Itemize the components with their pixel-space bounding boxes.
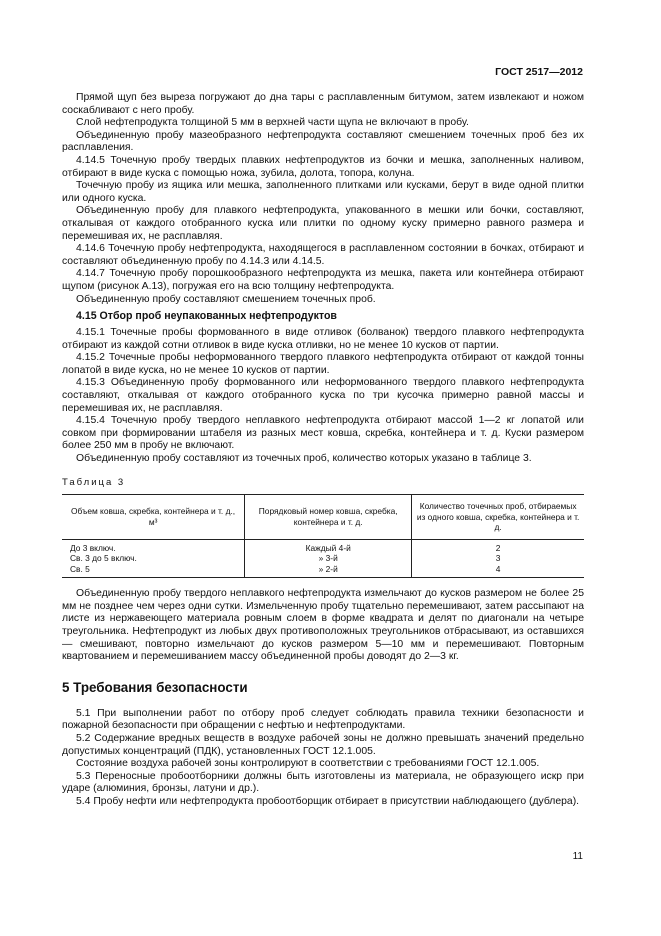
paragraph: 4.14.6 Точечную пробу нефтепродукта, находящегося в расплавленном состоянии в бочках, отбирают и составляют объединенную пробу по 4.14.3 или 4.14.5. <box>62 243 584 267</box>
table-cell: 3 <box>412 553 584 564</box>
table-header-cell: Количество точечных проб, отбираемых из одного ковша, скребка, контейнера и т. д. <box>412 495 584 540</box>
page-number: 11 <box>572 851 583 862</box>
table-cell: 2 <box>412 539 584 553</box>
paragraph: Объединенную пробу составляют из точечных проб, количество которых указано в таблице 3. <box>76 453 532 465</box>
paragraph: 4.14.5 Точечную пробу твердых плавких нефтепродуктов из бочки и мешка, заполненных наливом, отбирают в виде куска с помощью ножа, зубила, долота, топора, колуна. <box>62 154 584 179</box>
document-body <box>62 92 584 809</box>
section-heading-5: 5 Требования безопасности <box>62 679 248 695</box>
table-cell: Св. 3 до 5 включ. <box>70 553 137 564</box>
paragraph: 4.15.1 Точечные пробы формованного в виде отливок (болванок) твердого плавкого нефтепродукта отбирают из каждой сотни отливок в виде куска отливки, но не менее 10 кусков от партии. <box>62 327 584 351</box>
paragraph: 5.3 Переносные пробоотборники должны быть изготовлены из материала, не образующего искр при ударе (алюминия, бронзы, латуни и др.). <box>62 770 584 795</box>
table-cell: Каждый 4-й <box>245 539 412 553</box>
paragraph: 5.2 Содержание вредных веществ в воздухе рабочей зоны не должно превышать значений предельно допустимых концентраций (ПДК), установленных ГОСТ 12.1.005. <box>62 732 584 757</box>
paragraph: Объединенную пробу твердого неплавкого нефтепродукта измельчают до кусков размером не более 25 мм не позднее чем через одни сутки. Измельченную пробу тщательно перемешивают, затем рассыпают на листе из нержавеющего материала ровным слоем в форме квадрата и делят по диагонали на четыре треугольника. Нефтепродукт из любых двух противоположных треугольников отбрасывают, из оставшихся — смешивают, повторно измельчают до кусков размером 5—10 мм и перемешивают. Повторным квартованием и перемешиванием массу объединенной пробы доводят до 2—3 кг. <box>62 588 584 663</box>
subsection-heading-4-15: 4.15 Отбор проб неупакованных нефтепродуктов <box>76 310 337 323</box>
paragraph: Точечную пробу из ящика или мешка, заполненного плитками или кусками, берут в виде одной плитки или одного куска. <box>62 180 584 204</box>
table-header-row <box>62 495 584 540</box>
table-caption: Таблица 3 <box>62 476 126 488</box>
paragraph: 4.15.2 Точечные пробы неформованного твердого плавкого нефтепродукта отбирают от каждой тонны лопатой в виде куска, но не менее 10 кусков от партии. <box>62 352 584 376</box>
paragraph: Слой нефтепродукта толщиной 5 мм в верхней части щупа не включают в пробу. <box>76 117 469 129</box>
paragraph: Объединенную пробу для плавкого нефтепродукта, упакованного в мешки или бочки, составляют, откалывая от каждого отобранного куска или плитки по одному куску примерно равного размера и перемешивая их, не расплавляя. <box>62 205 584 242</box>
table-row <box>62 539 584 553</box>
table-row <box>62 564 584 578</box>
paragraph: Состояние воздуха рабочей зоны контролируют в соответствии с требованиями ГОСТ 12.1.005. <box>76 758 540 770</box>
paragraph: 5.1 При выполнении работ по отбору проб следует соблюдать правила техники безопасности и пожарной безопасности при обращении с нефтью и нефтепродуктами. <box>62 707 584 732</box>
table-header-cell: Объем ковша, скребка, контейнера и т. д., м³ <box>62 495 245 540</box>
paragraph: Объединенную пробу составляют смешением точечных проб. <box>76 293 376 305</box>
table-3 <box>62 494 584 578</box>
table-cell: » 2-й <box>245 564 412 578</box>
table-header-cell: Порядковый номер ковша, скребка, контейнера и т. д. <box>245 495 412 540</box>
paragraph: 4.15.4 Точечную пробу твердого неплавкого нефтепродукта отбирают массой 1—2 кг лопатой или совком при формировании штабеля из разных мест ковша, скребка, контейнера и т. д. Куски размером более 250 мм в пробу не включают. <box>62 415 584 452</box>
table-row <box>62 553 584 564</box>
document-code-header: ГОСТ 2517—2012 <box>495 66 583 78</box>
paragraph: Объединенную пробу мазеобразного нефтепродукта составляют смешением точечных проб без их расплавления. <box>62 129 584 154</box>
table-cell: Св. 5 <box>62 564 245 578</box>
paragraph: Прямой щуп без выреза погружают до дна тары с расплавленным битумом, затем извлекают и ножом соскабливают с него пробу. <box>62 92 584 116</box>
table-cell: » 3-й <box>245 553 412 564</box>
table-cell: До 3 включ. <box>70 542 116 553</box>
table-cell: 4 <box>412 564 584 578</box>
paragraph: 4.15.3 Объединенную пробу формованного или неформованного твердого плавкого нефтепродукта составляют, откалывая от каждого отобранного куска по три кусочка примерно равной массы и перемешивая их, не расплавляя. <box>62 377 584 414</box>
paragraph: 4.14.7 Точечную пробу порошкообразного нефтепродукта из мешка, пакета или контейнера отбирают щупом (рисунок А.13), погружая его на всю толщину нефтепродукта. <box>62 268 584 292</box>
paragraph: 5.4 Пробу нефти или нефтепродукта пробоотборщик отбирает в присутствии наблюдающего (дублера). <box>76 795 580 807</box>
